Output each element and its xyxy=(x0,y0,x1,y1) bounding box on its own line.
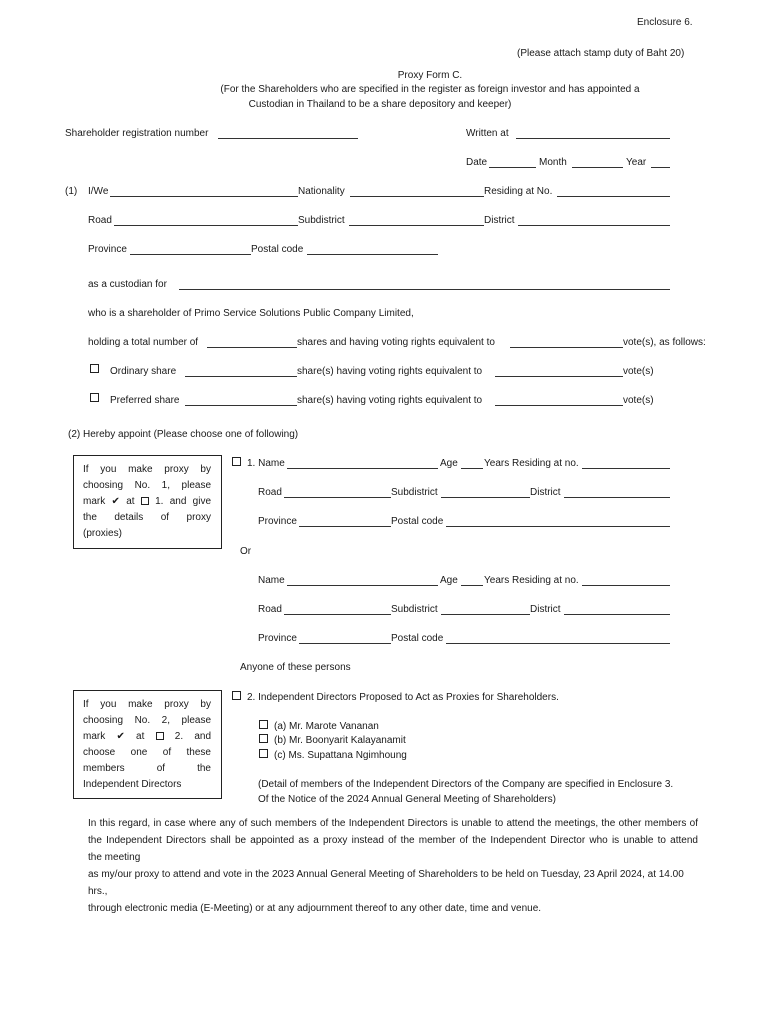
ordinary-votes-field[interactable] xyxy=(495,376,623,377)
proxy-2-name-field[interactable] xyxy=(287,585,438,586)
proxy-2-district-label: District xyxy=(530,604,561,615)
registration-number-label: Shareholder registration number xyxy=(65,128,209,139)
residing-at-label: Residing at No. xyxy=(484,186,553,197)
closing-line-2: the Independent Directors shall be appointed as a proxy instead of the member of the Independent Director who is unable to attend xyxy=(88,835,698,846)
note-2-mark: mark xyxy=(83,731,106,742)
nationality-label: Nationality xyxy=(298,186,345,197)
note-2-line-4: choose one of these xyxy=(83,747,211,758)
iwe-field[interactable] xyxy=(110,196,298,197)
proxy-2-subdistrict-field[interactable] xyxy=(441,614,530,615)
company-name: Primo Service Solutions Public Company Limited, xyxy=(194,308,414,319)
preferred-share-mid: share(s) having voting rights equivalent to xyxy=(297,395,483,406)
director-a-name: (a) Mr. Marote Vananan xyxy=(274,721,379,732)
proxy-1-age-label: Age xyxy=(440,458,458,469)
custodian-label: as a custodian for xyxy=(88,279,167,290)
anyone-label: Anyone of these persons xyxy=(240,662,351,673)
proxy-1-province-label: Province xyxy=(258,516,297,527)
stamp-duty-note: (Please attach stamp duty of Baht 20) xyxy=(517,48,685,59)
note-2-at: at xyxy=(136,731,145,742)
proxy-1-postal-field[interactable] xyxy=(446,526,670,527)
note-1-line-1: If you make proxy by xyxy=(83,464,211,475)
holding-mid: shares and having voting rights equivalent to xyxy=(297,337,495,348)
preferred-share-checkbox[interactable] xyxy=(90,393,99,402)
subdistrict-label: Subdistrict xyxy=(298,215,345,226)
note-2-line-2: choosing No. 2, please xyxy=(83,715,211,726)
proxy-1-subdistrict-field[interactable] xyxy=(441,497,530,498)
independent-directors-label: 2. Independent Directors Proposed to Act as Proxies for Shareholders. xyxy=(247,692,559,703)
section-1-number: (1) xyxy=(65,186,78,197)
total-votes-field[interactable] xyxy=(510,347,623,348)
directors-detail-line-1: (Detail of members of the Independent Directors of the Company are specified in Enclosure 3. xyxy=(258,779,674,790)
closing-line-1: In this regard, in case where any of such members of the Independent Directors is unable to attend the meetings, the other members of xyxy=(88,818,698,829)
nationality-field[interactable] xyxy=(350,196,484,197)
year-field[interactable] xyxy=(651,167,670,168)
director-a-checkbox[interactable] xyxy=(259,720,268,729)
preferred-votes-field[interactable] xyxy=(495,405,623,406)
preferred-shares-field[interactable] xyxy=(185,405,297,406)
director-c-checkbox[interactable] xyxy=(259,749,268,758)
holding-suffix: vote(s), as follows: xyxy=(623,337,706,348)
proxy-2-subdistrict-label: Subdistrict xyxy=(391,604,438,615)
note-1-line-2: choosing No. 1, please xyxy=(83,480,211,491)
checkmark-icon: ✔ xyxy=(116,731,125,742)
section-2-heading: (2) Hereby appoint (Please choose one of following) xyxy=(68,429,299,440)
ordinary-shares-field[interactable] xyxy=(185,376,297,377)
province-field[interactable] xyxy=(130,254,251,255)
note-2-line-5: members of the xyxy=(83,763,211,774)
proxy-1-age-field[interactable] xyxy=(461,468,483,469)
year-label: Year xyxy=(626,157,647,168)
ordinary-share-label: Ordinary share xyxy=(110,366,177,377)
custodian-field[interactable] xyxy=(179,289,670,290)
proxy-2-age-field[interactable] xyxy=(461,585,483,586)
note-1-line-4: the details of proxy xyxy=(83,512,211,523)
proxy-option-1-checkbox[interactable] xyxy=(232,457,241,466)
registration-number-field[interactable] xyxy=(218,138,358,139)
holding-prefix: holding a total number of xyxy=(88,337,199,348)
ordinary-vote-suffix: vote(s) xyxy=(623,366,654,377)
checkbox-icon xyxy=(156,732,164,740)
ordinary-share-checkbox[interactable] xyxy=(90,364,99,373)
proxy-1-name-label: 1. Name xyxy=(247,458,285,469)
postal-code-field[interactable] xyxy=(307,254,438,255)
closing-line-3: the meeting xyxy=(88,852,141,863)
ordinary-share-mid: share(s) having voting rights equivalent to xyxy=(297,366,483,377)
proxy-1-residing-label: Years Residing at no. xyxy=(484,458,579,469)
shareholder-line xyxy=(88,308,414,320)
proxy-2-province-label: Province xyxy=(258,633,297,644)
form-subtitle-line-1: (For the Shareholders who are specified in the register as foreign investor and has appointed a xyxy=(220,84,640,95)
proxy-1-residing-field[interactable] xyxy=(582,468,670,469)
total-shares-field[interactable] xyxy=(207,347,297,348)
note-1-line-3 xyxy=(83,494,211,510)
director-c-name: (c) Ms. Supattana Ngimhoung xyxy=(274,750,407,761)
proxy-2-postal-label: Postal code xyxy=(391,633,444,644)
date-field[interactable] xyxy=(489,167,536,168)
postal-code-label: Postal code xyxy=(251,244,304,255)
proxy-1-road-label: Road xyxy=(258,487,282,498)
director-b-name: (b) Mr. Boonyarit Kalayanamit xyxy=(274,735,406,746)
province-label: Province xyxy=(88,244,127,255)
note-2-line-6: Independent Directors xyxy=(83,779,182,790)
residing-at-field[interactable] xyxy=(557,196,670,197)
month-field[interactable] xyxy=(572,167,623,168)
proxy-note-1-text xyxy=(83,462,211,542)
form-title: Proxy Form C. xyxy=(397,70,463,81)
note-1-mark: mark xyxy=(83,496,106,507)
or-label: Or xyxy=(240,546,252,557)
preferred-share-label: Preferred share xyxy=(110,395,180,406)
proxy-1-road-field[interactable] xyxy=(284,497,391,498)
proxy-2-residing-label: Years Residing at no. xyxy=(484,575,579,586)
district-field[interactable] xyxy=(518,225,670,226)
note-1-line-5: (proxies) xyxy=(83,528,122,539)
closing-line-5: through electronic media (E-Meeting) or at any adjournment thereof to any other date, time and venue. xyxy=(88,903,542,914)
preferred-vote-suffix: vote(s) xyxy=(623,395,654,406)
proxy-2-name-label: Name xyxy=(258,575,285,586)
director-b-checkbox[interactable] xyxy=(259,734,268,743)
closing-paragraph xyxy=(88,815,698,917)
district-label: District xyxy=(484,215,515,226)
note-2-item: 2. and xyxy=(174,731,212,742)
proxy-1-name-field[interactable] xyxy=(287,468,438,469)
road-field[interactable] xyxy=(114,225,298,226)
proxy-2-postal-field[interactable] xyxy=(446,643,670,644)
proxy-note-2-text xyxy=(83,697,211,793)
proxy-1-district-field[interactable] xyxy=(564,497,670,498)
date-label: Date xyxy=(466,157,488,168)
proxy-1-subdistrict-label: Subdistrict xyxy=(391,487,438,498)
written-at-field[interactable] xyxy=(516,138,670,139)
form-subtitle-line-2: Custodian in Thailand to be a share depository and keeper) xyxy=(248,99,512,110)
proxy-2-residing-field[interactable] xyxy=(582,585,670,586)
proxy-2-district-field[interactable] xyxy=(564,614,670,615)
proxy-2-road-field[interactable] xyxy=(284,614,391,615)
note-1-item: 1. and give xyxy=(155,496,212,507)
note-1-at: at xyxy=(126,496,135,507)
road-label: Road xyxy=(88,215,112,226)
proxy-1-province-field[interactable] xyxy=(299,526,391,527)
month-label: Month xyxy=(539,157,567,168)
iwe-label: I/We xyxy=(88,186,109,197)
checkmark-icon: ✔ xyxy=(111,496,120,507)
subdistrict-field[interactable] xyxy=(349,225,484,226)
written-at-label: Written at xyxy=(466,128,509,139)
shareholder-prefix: who is a shareholder of xyxy=(88,308,192,319)
closing-line-4: as my/our proxy to attend and vote in the 2023 Annual General Meeting of Shareholders to be held on Tuesday, 23 April 2024, at 14.00 hrs., xyxy=(88,869,684,897)
enclosure-label: Enclosure 6. xyxy=(637,17,693,28)
directors-detail-line-2: Of the Notice of the 2024 Annual General Meeting of Shareholders) xyxy=(258,794,556,805)
proxy-1-district-label: District xyxy=(530,487,561,498)
proxy-2-province-field[interactable] xyxy=(299,643,391,644)
proxy-1-postal-label: Postal code xyxy=(391,516,444,527)
proxy-2-road-label: Road xyxy=(258,604,282,615)
proxy-2-age-label: Age xyxy=(440,575,458,586)
note-2-line-3 xyxy=(83,729,211,745)
proxy-option-2-checkbox[interactable] xyxy=(232,691,241,700)
note-2-line-1: If you make proxy by xyxy=(83,699,211,710)
checkbox-icon xyxy=(141,497,149,505)
